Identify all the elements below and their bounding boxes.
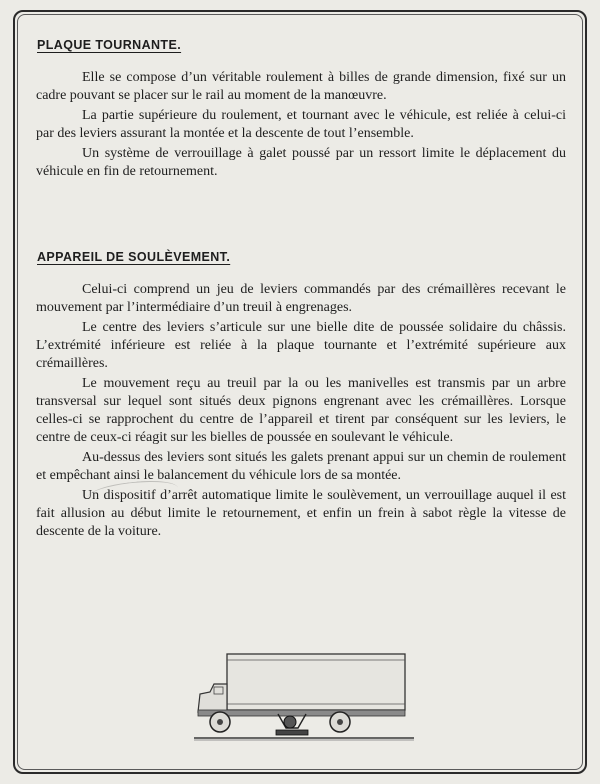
paragraph: Un dispositif d’arrêt automatique limite le soulèvement, un verrouillage auquel il est fait allusion au début limite le retournement, et enfin un frein à sabot règle la vitesse de descente de la voiture. (36, 488, 566, 539)
paragraph: Au-dessus des leviers sont situés les galets prenant appui sur un chemin de roulement et empêchant ainsi le balancement du véhicule lors de sa montée. (36, 450, 566, 483)
paragraph: Le mouvement reçu au treuil par la ou les manivelles est transmis par un arbre transversal sur lequel sont situés deux pignons engrenant avec les crémaillères. Lorsque celles-ci se rapprochent du centre de l’appareil et tirent par conséquent sur les leviers, le centre de ceux-ci réagit sur les bielles de poussée en soulevant le véhicule. (36, 376, 566, 445)
section-title-plaque-tournante: PLAQUE TOURNANTE. (37, 38, 182, 52)
truck-body (227, 654, 405, 710)
paragraph: Un système de verrouillage à galet poussé par un ressort limite le déplacement du véhicule en fin de retournement. (36, 146, 566, 179)
section-body-plaque-tournante (36, 69, 566, 181)
chassis (198, 710, 405, 716)
paragraph: Elle se compose d’un véritable roulement à billes de grande dimension, fixé sur un cadre pouvant se placer sur le rail au moment de la manœuvre. (36, 70, 566, 103)
paragraph: Le centre des leviers s’articule sur une bielle dite de poussée solidaire du châssis. L’extrémité inférieure est reliée à la plaque tournante et l’extrémité supérieure aux crémaillères. (36, 320, 566, 371)
section-title-appareil-de-soulevement: APPAREIL DE SOULÈVEMENT. (37, 250, 231, 264)
turntable-plate (276, 730, 308, 735)
truck-illustration (190, 648, 420, 744)
winch (284, 716, 296, 728)
paragraph: Celui-ci comprend un jeu de leviers commandés par des crémaillères recevant le mouvement par l’intermédiaire d’un treuil à engrenages. (36, 282, 566, 315)
paragraph: La partie supérieure du roulement, et tournant avec le véhicule, est reliée à celui-ci par des leviers assurant la montée et la descente de tout l’ensemble. (36, 108, 566, 141)
